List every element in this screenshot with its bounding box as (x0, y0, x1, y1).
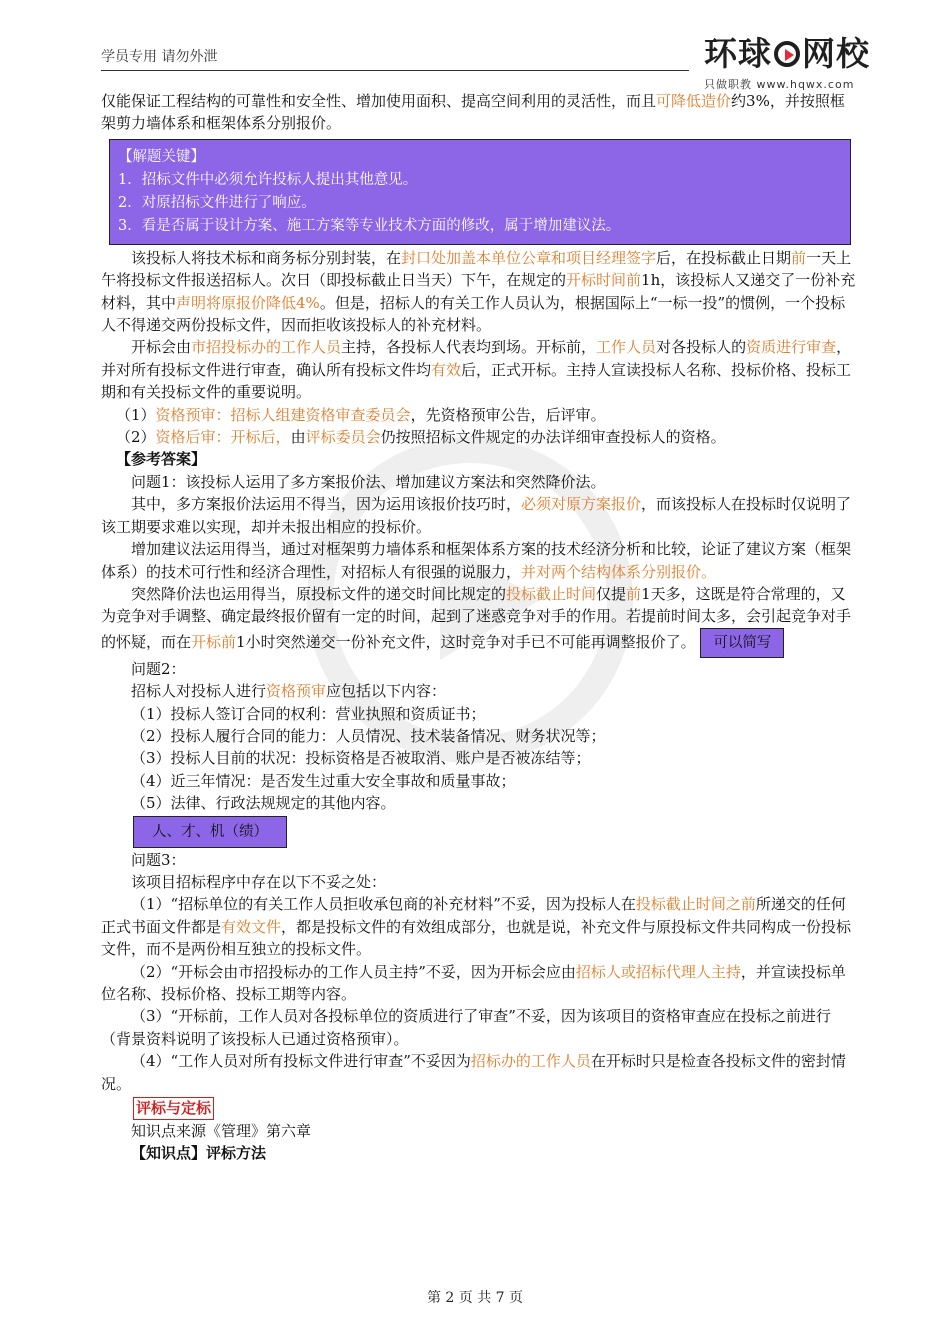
q3-item-2: （2）“开标会由市招投标办的工作人员主持”不妥，因为开标会应由招标人或招标代理人主持，并宣读投标单位名称、投标价格、投标工期等内容。 (101, 962, 846, 1003)
page-number: 第 2 页 共 7 页 (426, 1290, 524, 1306)
section-tag-evaluation: 评标与定标 (133, 1097, 214, 1120)
post-qualification-note: （2）资格后审：开标后，由评标委员会仍按照招标文件规定的办法详细审查投标人的资格。 (116, 428, 726, 447)
knowledge-point-heading: 【知识点】评标方法 (131, 1144, 267, 1163)
logo-text-a: 环球 (704, 34, 772, 73)
q3-item-4: （4）“工作人员对所有投标文件进行审查”不妥因为招标办的工作人员在开标时只是检查各投标文件的密封情况。 (101, 1052, 846, 1093)
pre-qualification-note: （1）资格预审：招标人组建资格审查委员会，先资格预审公告，后评审。 (116, 405, 606, 424)
key-point-item: 1．招标文件中必须允许投标人提出其他意见。 (118, 171, 418, 188)
q2-title: 问题2： (131, 659, 186, 678)
q1-answer-line: 问题1：该投标人运用了多方案报价法、增加建议方案法和突然降价法。 (131, 472, 606, 491)
q2-item: （1）投标人签订合同的权利：营业执照和资质证书； (131, 704, 486, 723)
header-label: 学员专用 请勿外泄 (101, 49, 218, 65)
answer-heading: 【参考答案】 (116, 450, 207, 469)
case-paragraph-submission: 该投标人将技术标和商务标分别封装，在封口处加盖本单位公章和项目经理签字后，在投标截止日期前一天上午将投标文件报送招标人。次日（即投标截止日当天）下午，在规定的开标时间前1h，该投标人又递交了一份补充材料，其中声明将原报价降低4%。但是，招标人的有关工作人员认为，根据国际上“一标一投”的惯例，一个投标人不得递交两份投标文件，因而拒收该投标人的补充材料。 (101, 248, 856, 335)
intro-paragraph: 仅能保证工程结构的可靠性和安全性、增加使用面积、提高空间利用的灵活性，而且可降低造价约3%，并按照框架剪力墙体系和框架体系分别报价。 (101, 92, 845, 133)
key-point-item: 3．看是否属于设计方案、施工方案等专业技术方面的修改，属于增加建议法。 (118, 217, 621, 234)
q2-item: （5）法律、行政法规规定的其他内容。 (131, 794, 396, 813)
play-icon (774, 41, 800, 67)
logo (704, 34, 874, 96)
document-body (101, 90, 859, 1165)
q1-multi-scheme: 其中，多方案报价法运用不得当，因为运用该报价技巧时，必须对原方案报价，而该投标人在投标时仅说明了该工期要求难以实现，却并未报出相应的投标价。 (101, 495, 852, 536)
q3-item-3: （3）“开标前，工作人员对各投标单位的资质进行了审查”不妥，因为该项目的资格审查应在投标之前进行（背景资料说明了该投标人已通过资格预审）。 (101, 1007, 831, 1048)
key-points-title: 【解题关键】 (118, 148, 205, 165)
logo-text-b: 网校 (802, 34, 870, 73)
key-points-box (109, 139, 851, 245)
knowledge-source: 知识点来源《管理》第六章 (131, 1122, 312, 1141)
q2-item: （3）投标人目前的状况：投标资格是否被取消、账户是否被冻结等； (131, 749, 591, 768)
q3-item-1: （1）“招标单位的有关工作人员拒收承包商的补充材料”不妥，因为投标人在投标截止时间之前所递交的任何正式书面文件都是有效文件，都是投标文件的有效组成部分，也就是说，补充文件与原投标文件共同构成一份投标文件，而不是两份相互独立的投标文件。 (101, 895, 852, 959)
q2-lead: 招标人对投标人进行资格预审应包括以下内容： (131, 682, 447, 701)
header-rule (101, 70, 689, 71)
note-tag-people: 人、才、机（绩） (133, 816, 287, 848)
note-tag-brief: 可以简写 (700, 628, 784, 658)
q2-item: （4）近三年情况：是否发生过重大安全事故和质量事故； (131, 771, 516, 790)
case-paragraph-opening: 开标会由市招投标办的工作人员主持，各投标人代表均到场。开标前，工作人员对各投标人的资质进行审查，并对所有投标文件进行审查，确认所有投标文件均有效后，正式开标。主持人宣读投标人名称、投标价格、投标工期和有关投标文件的重要说明。 (101, 338, 852, 402)
q3-lead: 该项目招标程序中存在以下不妥之处： (131, 872, 387, 891)
logo-subtitle: 只做职教 www.hqwx.com (704, 78, 855, 91)
q2-item: （2）投标人履行合同的能力：人员情况、技术装备情况、财务状况等； (131, 726, 606, 745)
q1-sudden-price-cut: 突然降价法也运用得当，原投标文件的递交时间比规定的投标截止时间仅提前1天多，这既是符合常理的，又为竞争对手调整、确定最终报价留有一定的时间，起到了迷惑竞争对手的作用。若提前时间太多，会引起竞争对手的怀疑，而在开标前1小时突然递交一份补充文件，这时竞争对手已不可能再调整报价了。 可以简写 (101, 583, 859, 658)
q1-proposal: 增加建议法运用得当，通过对框架剪力墙体系和框架体系方案的技术经济分析和比较，论证了建议方案（框架体系）的技术可行性和经济合理性，对招标人有很强的说服力，并对两个结构体系分别报价。 (101, 540, 852, 581)
q3-title: 问题3： (131, 850, 186, 869)
key-point-item: 2．对原招标文件进行了响应。 (118, 194, 316, 211)
